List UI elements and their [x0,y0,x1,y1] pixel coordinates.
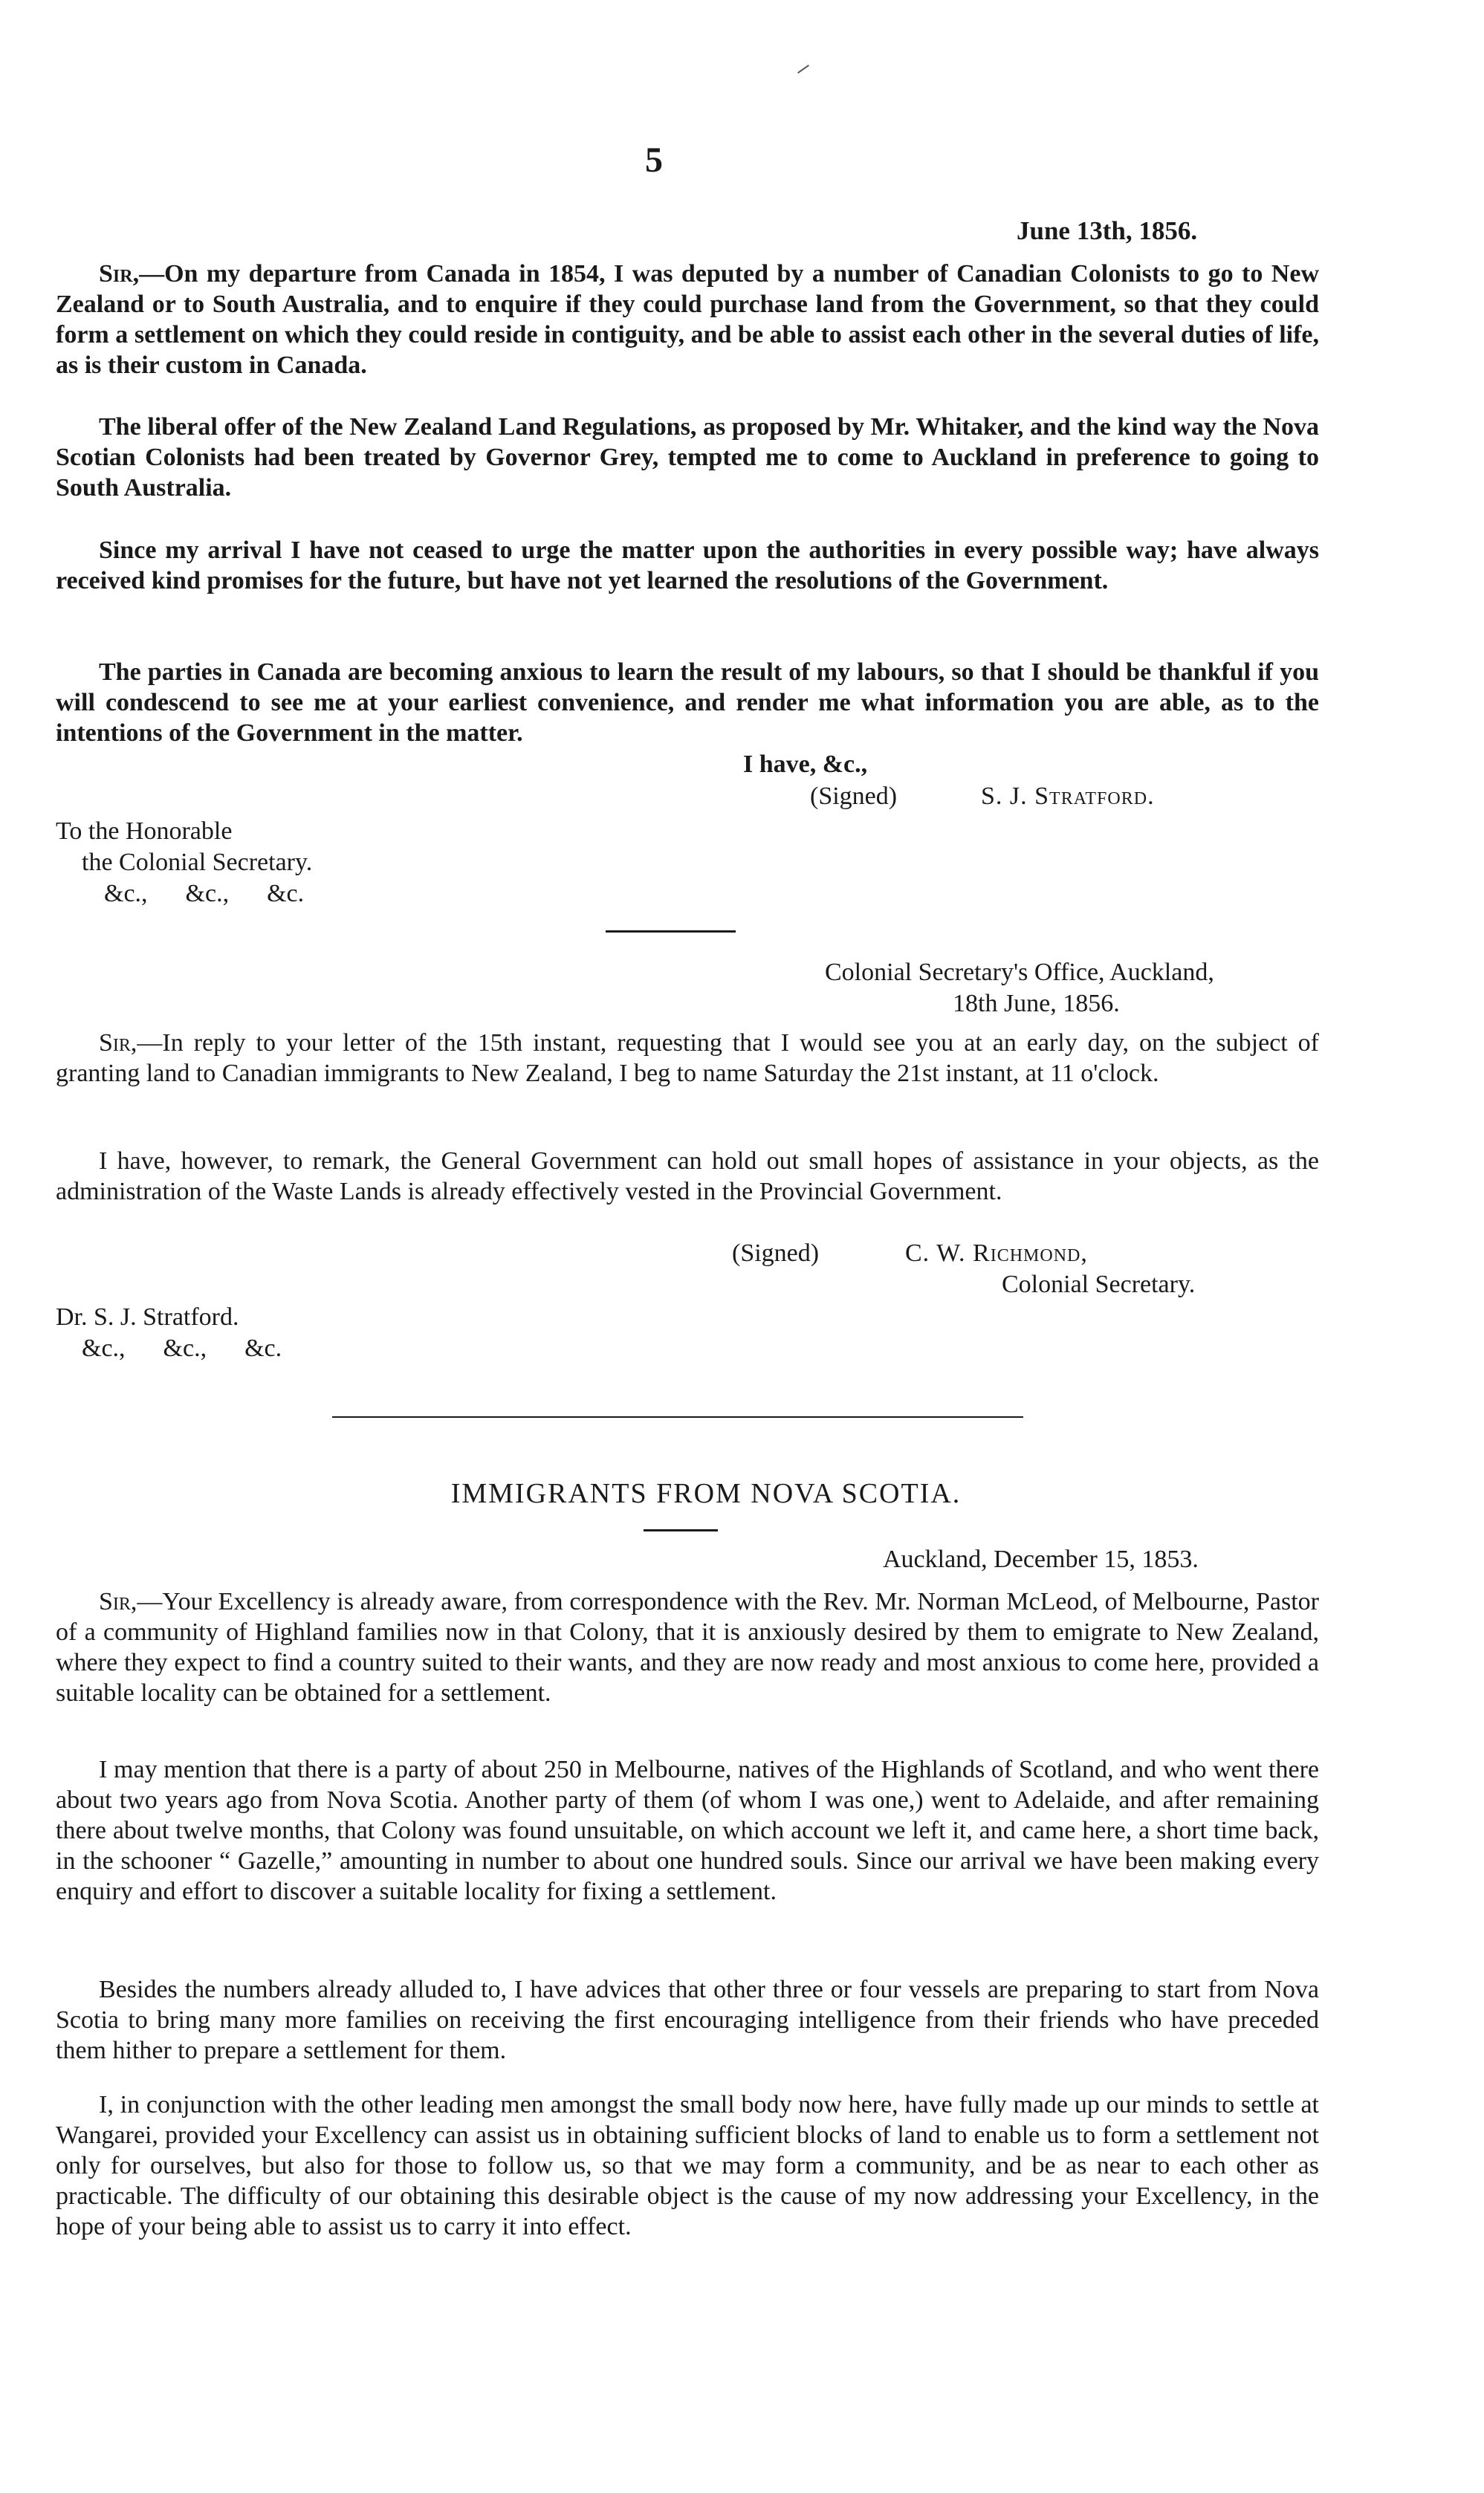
section-heading: IMMIGRANTS FROM NOVA SCOTIA. [450,1478,962,1509]
letter2-signed: (Signed) [732,1239,820,1267]
letter2-signer: C. W. Richmond, [905,1239,1088,1267]
section-paragraph-3: Besides the numbers already alluded to, I have advices that other three or four vessels are preparing to start from Nova Scotia to bring many more families on receiving the first encouraging intelligence from their friends who have preceded them hither to prepare a settlement for them. [56,1976,1319,2064]
letter1-address-line-1: To the Honorable [56,817,233,845]
letter1-paragraph-1 [56,259,1319,380]
letter2-paragraph-1-text: —In reply to your letter of the 15th instant, requesting that I would see you at an early day, on the subject of granting land to Canadian immigrants to New Zealand, I beg to name Saturday the 21st instant, at 11 o'clock. [56,1029,1319,1087]
letter1-paragraph-1-text: —On my departure from Canada in 1854, I was deputed by a number of Canadian Colonists to go to New Zealand or to South Australia, and to enquire if they could purchase land from the Government, so that they could form a settlement on which they could reside in contiguity, and be able to assist each other in the several duties of life, as is their custom in Canada. [56,260,1319,379]
letter2-address-line-2: &c., &c., &c. [82,1335,282,1362]
letter2-signer-title: Colonial Secretary. [1002,1271,1196,1298]
letter2-address-line-1: Dr. S. J. Stratford. [56,1303,239,1331]
divider-short [606,930,736,933]
letter1-salutation: Sir, [99,260,140,288]
letter1-paragraph-3: Since my arrival I have not ceased to urge the matter upon the authorities in every possible way; have always received kind promises for the future, but have not yet learned the resolutions of the Government. [56,536,1319,594]
letter2-office: Colonial Secretary's Office, Auckland, [825,959,1214,986]
letter2-date: 18th June, 1856. [953,990,1120,1017]
section-date: Auckland, December 15, 1853. [883,1546,1199,1573]
letter1-address-line-3: &c., &c., &c. [104,880,305,907]
divider-long [332,1416,1023,1418]
section-salutation: Sir, [99,1588,137,1615]
letter1-address-line-2: the Colonial Secretary. [82,849,313,876]
letter1-date: June 13th, 1856. [1017,216,1198,245]
letter1-signed: (Signed) [810,782,898,810]
letter1-paragraph-4: The parties in Canada are becoming anxious to learn the result of my labours, so that I should be thankful if you will condescend to see me at your earliest convenience, and render me what information you are able, as to the intentions of the Government in the matter. [56,658,1319,747]
letter2-salutation: Sir, [99,1029,137,1057]
letter1-closing: I have, &c., [743,751,868,778]
letter2-paragraph-1 [56,1028,1319,1089]
letter1-signer: S. J. Stratford. [981,782,1155,810]
page-number: 5 [645,140,663,180]
section-paragraph-1 [56,1586,1319,1708]
section-paragraph-4: I, in conjunction with the other leading men amongst the small body now here, have fully made up our minds to settle at Wangarei, provided your Excellency can assist us in obtaining sufficient blocks of land to enable us to form a settlement not only for ourselves, but also for those to follow us, so that we may form a community, and be as near to each other as practicable. The difficulty of our obtaining this desirable object is the cause of my now addressing your Excellency, in the hope of your being able to assist us to carry it into effect. [56,2091,1319,2240]
letter2-paragraph-2: I have, however, to remark, the General Government can hold out small hopes of assistance in your objects, as the administration of the Waste Lands is already effectively vested in the Provincial Government. [56,1147,1319,1205]
section-paragraph-1-text: —Your Excellency is already aware, from correspondence with the Rev. Mr. Norman McLeod, of Melbourne, Pastor of a community of Highland families now in that Colony, that it is anxiously desired by them to emigrate to New Zealand, where they expect to find a country suited to their wants, and they are now ready and most anxious to come here, provided a suitable locality can be obtained for a settlement. [56,1588,1319,1707]
stray-pen-mark [797,65,809,74]
section-paragraph-2: I may mention that there is a party of about 250 in Melbourne, natives of the Highlands of Scotland, and who went there about two years ago from Nova Scotia. Another party of them (of whom I was one,) went to Adelaide, and after remaining there about twelve months, that Colony was found unsuitable, on which account we left it, and came here, a short time back, in the schooner “ Gazelle,” amounting in number to about one hundred souls. Since our arrival we have been making every enquiry and effort to discover a suitable locality for fixing a settlement. [56,1756,1319,1905]
letter1-paragraph-2: The liberal offer of the New Zealand Land Regulations, as proposed by Mr. Whitaker, and the kind way the Nova Scotian Colonists had been treated by Governor Grey, tempted me to come to Auckland in preference to going to South Australia. [56,413,1319,502]
heading-underline [644,1529,718,1531]
